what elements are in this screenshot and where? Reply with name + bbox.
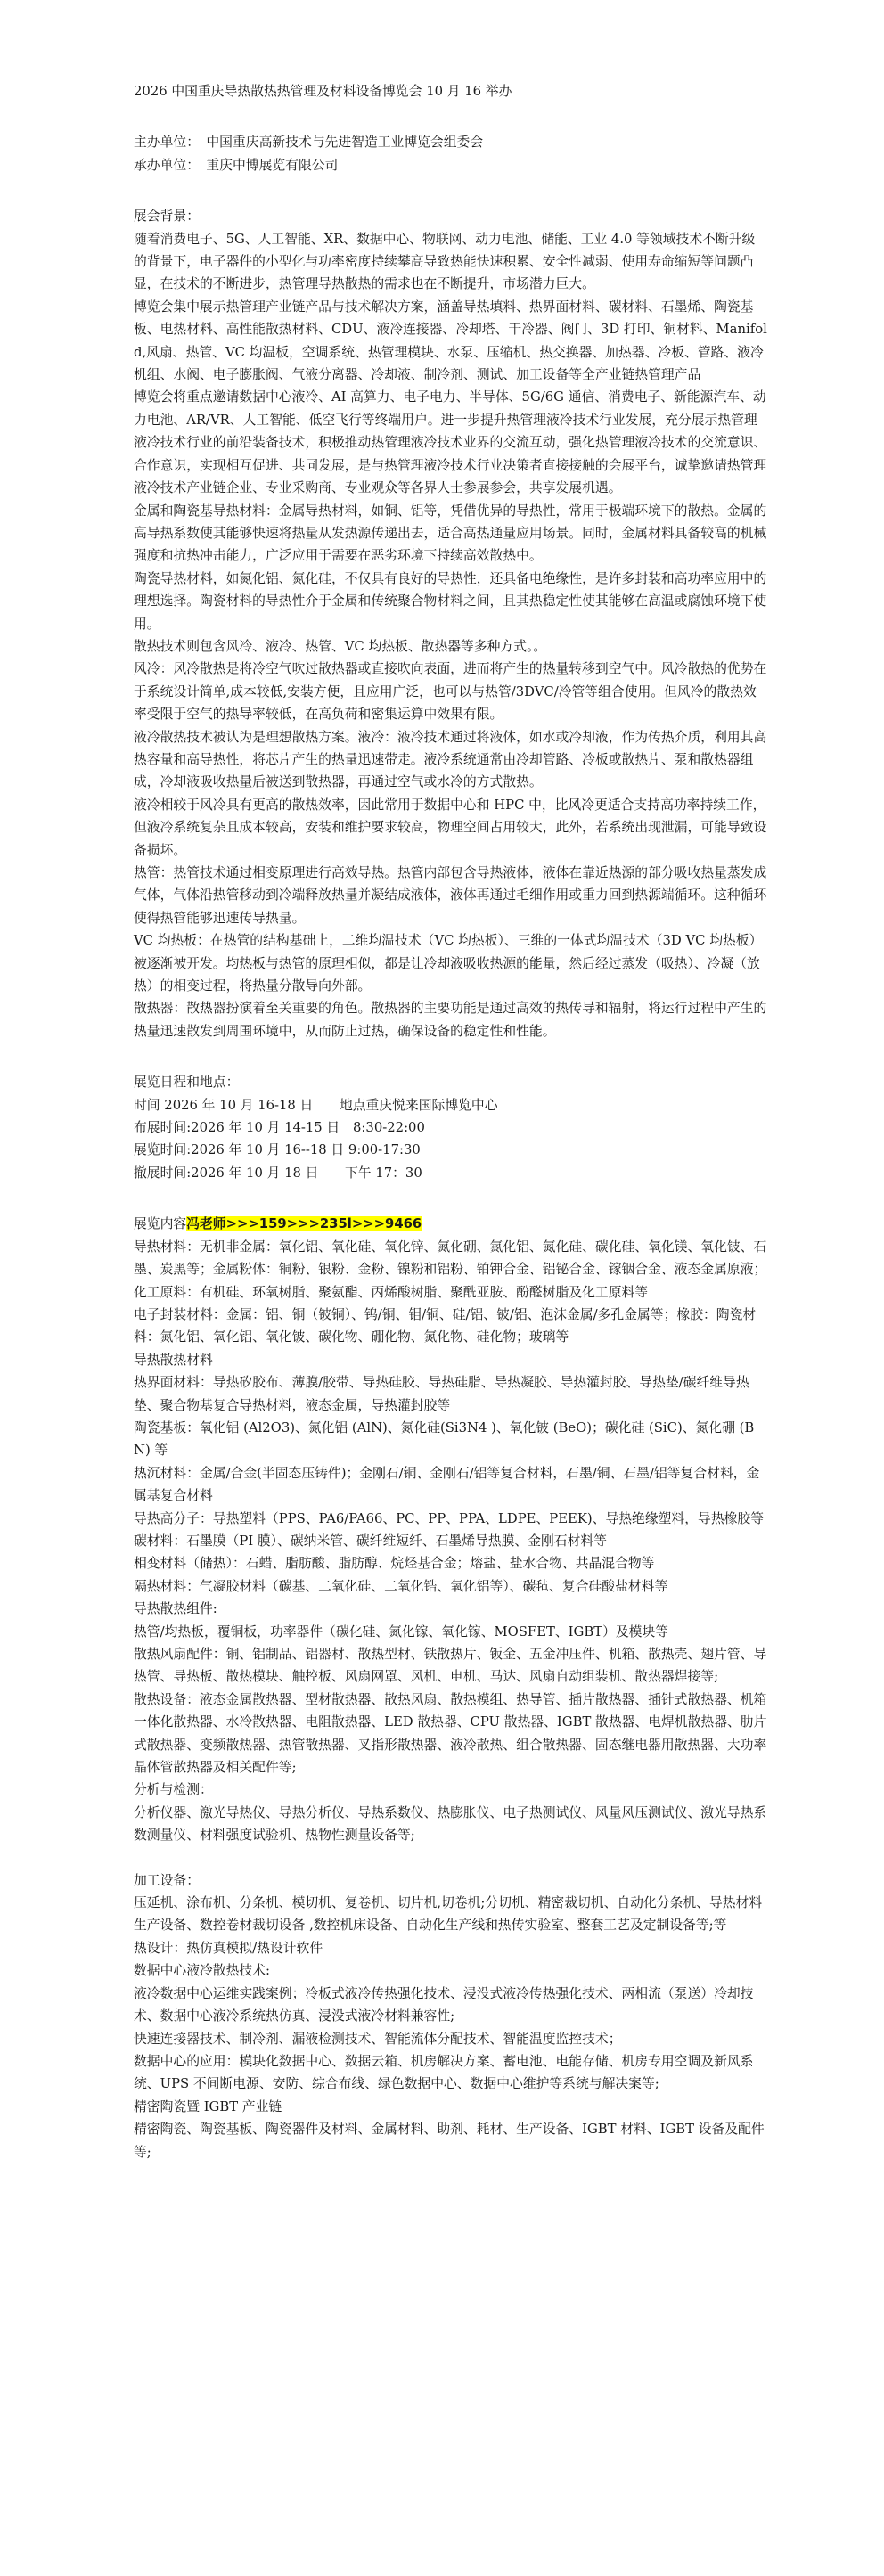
exhibit-line: 散热风扇配件：铜、铝制品、铝器材、散热型材、铁散热片、钣金、五金冲压件、机箱、散热壳、翅片管、导热管、导热板、散热模块、触控板、风扇网罩、风机、电机、马达、风扇自动组装机、散热器焊接等;: [134, 1647, 767, 1685]
exhibit-line: 分析仪器、激光导热仪、导热分析仪、导热系数仪、热膨胀仪、电子热测试仪、风量风压测试仪、激光导热系数测量仪、材料强度试验机、热物性测量设备等;: [134, 1804, 767, 1844]
background-paragraph: 金属和陶瓷基导热材料：金属导热材料，如铜、铝等，凭借优异的导热性，常用于极端环境下的散热。金属的高导热系数使其能够快速将热量从发热源传递出去，适合高热通量应用场景。同时，金属材料具备较高的机械强度和抗热冲击能力，广泛应用于需要在恶劣环境下持续高效散热中。: [134, 503, 767, 564]
background-paragraph: 博览会集中展示热管理产业链产品与技术解决方案，涵盖导热填料、热界面材料、碳材料、石墨烯、陶瓷基板、电热材料、高性能散热材料、CDU、液冷连接器、冷却塔、干冷器、阀门、3D 打印、铜材料、Manifold,风扇、热管、VC 均温板，空调系统、热管理模块、水泵、压缩机、热交换器、加热器、冷板、管路、液冷机组、水阀、电子膨胀阀、气液分离器、冷却液、制冷剂、测试、加工设备等全产业链热管理产品: [134, 298, 767, 383]
exhibit-line: 快速连接器技术、制冷剂、漏液检测技术、智能流体分配技术、智能温度监控技术；: [134, 2031, 622, 2047]
exhibit-line: 液冷数据中心运维实践案例；冷板式液冷传热强化技术、浸没式液冷传热强化技术、两相流（泵送）冷却技术、数据中心液冷系统热仿真、浸没式液冷材料兼容性;: [134, 1985, 754, 2024]
schedule-line: 时间 2026 年 10 月 16-18 日 地点重庆悦来国际博览中心: [134, 1097, 498, 1113]
organizer-line: 主办单位： 中国重庆高新技术与先进智造工业博览会组委会: [134, 135, 484, 151]
exhibit-line: 散热设备：液态金属散热器、型材散热器、散热风扇、散热模组、热导管、插片散热器、插针式散热器、机箱一体化散热器、水冷散热器、电阻散热器、LED 散热器、CPU 散热器、IGBT 散热器、电焊机散热器、肋片式散热器、变频散热器、热管散热器、叉指形散热器、液冷散热、组合散热器、固态继电器用散热器、大功率晶体管散热器及相关配件等;: [134, 1691, 767, 1776]
exhibit-line: 电子封装材料：金属：铝、铜（铍铜）、钨/铜、钼/铜、硅/铝、铍/铝、泡沫金属/多孔金属等；橡胶：陶瓷材料：氮化铝、氧化铝、氧化铍、碳化物、硼化物、氮化物、硅化物；玻璃等: [134, 1306, 757, 1345]
exhibit-line: 陶瓷基板：氧化铝 (Al2O3)、氮化铝 (AlN)、氮化硅(Si3N4 )、氧化铍 (BeO)；碳化硅 (SiC)、氮化硼 (BN) 等: [134, 1419, 755, 1459]
exhibit-line: 碳材料：石墨膜（PI 膜）、碳纳米管、碳纤维短纤、石墨烯导热膜、金刚石材料等: [134, 1533, 607, 1549]
document-title: 2026 中国重庆导热散热热管理及材料设备博览会 10 月 16 举办: [134, 84, 512, 99]
background-section: [134, 228, 768, 1043]
schedule-section: [134, 1094, 768, 1185]
contact-highlight: 冯老师>>>159>>>235l>>>9466: [186, 1216, 422, 1232]
background-paragraph: 热管：热管技术通过相变原理进行高效导热。热管内部包含导热液体，液体在靠近热源的部分吸收热量蒸发成气体，气体沿热管移动到冷端释放热量并凝结成液体，液体再通过毛细作用或重力回到热源端循环。这种循环使得热管能够迅速传导热量。: [134, 865, 767, 926]
background-heading: 展会背景：: [134, 209, 200, 225]
exhibit-line: 热沉材料：金属/合金(半固态压铸件)；金刚石/铜、金刚石/铝等复合材料，石墨/铜、石墨/铝等复合材料，金属基复合材料: [134, 1465, 760, 1504]
background-paragraph: VC 均热板：在热管的结构基础上，二维均温技术（VC 均热板）、三维的一体式均温技术（3D VC 均热板）被逐渐被开发。均热板与热管的原理相似，都是让冷却液吸收热源的能量，然后经过蒸发（吸热）、冷凝（放热）的相变过程，将热量分散导向外部。: [134, 933, 763, 994]
exhibit-line: 精密陶瓷暨 IGBT 产业链: [134, 2098, 282, 2114]
exhibit-line: 隔热材料：气凝胶材料（碳基、二氧化硅、二氧化锆、氧化铝等）、碳毡、复合硅酸盐材料等: [134, 1578, 668, 1594]
exhibit-line: 导热散热组件:: [134, 1601, 217, 1617]
schedule-line: 撤展时间:2026 年 10 月 18 日 下午 17：30: [134, 1165, 422, 1181]
exhibits-heading-line: [134, 1213, 768, 1235]
exhibit-line: 加工设备：: [134, 1872, 200, 1888]
background-paragraph: 陶瓷导热材料，如氮化铝、氮化硅，不仅具有良好的导热性，还具备电绝缘性，是许多封装和高功率应用中的理想选择。陶瓷材料的导热性介于金属和传统聚合物材料之间，且其热稳定性使其能够在高温或腐蚀环境下使用。: [134, 570, 767, 632]
background-paragraph: 随着消费电子、5G、人工智能、XR、数据中心、物联网、动力电池、储能、工业 4.0 等领域技术不断升级的背景下，电子器件的小型化与功率密度持续攀高导致热能快速积累、安全性减弱、使用寿命缩短等问题凸显，在技术的不断进步，热管理导热散热的需求也在不断提升，市场潜力巨大。: [134, 231, 756, 292]
exhibit-line: 相变材料（储热）：石蜡、脂肪酸、脂肪醇、烷烃基合金；熔盐、盐水合物、共晶混合物等: [134, 1556, 655, 1572]
background-paragraph: 液冷散热技术被认为是理想散热方案。液冷：液冷技术通过将液体，如水或冷却液，作为传热介质，利用其高热容量和高导热性，将芯片产生的热量迅速带走。液冷系统通常由冷却管路、冷板或散热片、泵和散热器组成，冷却液吸收热量后被送到散热器，再通过空气或水冷的方式散热。: [134, 729, 767, 790]
exhibit-line: 数据中心液冷散热技术:: [134, 1963, 270, 1979]
exhibit-line: 热界面材料：导热矽胶布、薄膜/胶带、导热硅胶、导热硅脂、导热凝胶、导热灌封胶、导热垫/碳纤维导热垫、聚合物基复合导热材料，液态金属，导热灌封胶等: [134, 1375, 749, 1413]
schedule-heading: 展览日程和地点：: [134, 1075, 240, 1091]
exhibit-line: 热管/均热板，覆铜板，功率器件（碳化硅、氮化镓、氧化镓、MOSFET、IGBT）及模块等: [134, 1623, 669, 1640]
schedule-line: 布展时间:2026 年 10 月 14-15 日 8:30-22:00: [134, 1120, 425, 1136]
background-paragraph: 散热技术则包含风冷、液冷、热管、VC 均热板、散热器等多种方式。。: [134, 638, 547, 654]
exhibit-line: 压延机、涂布机、分条机、模切机、复卷机、切片机,切卷机;分切机、精密裁切机、自动化分条机、导热材料生产设备、数控卷材裁切设备 ,数控机床设备、自动化生产线和热传实验室、整套工艺及定制设备等;等: [134, 1895, 763, 1934]
background-paragraph: 风冷：风冷散热是将冷空气吹过散热器或直接吹向表面，进而将产生的热量转移到空气中。风冷散热的优势在于系统设计简单,成本较低,安装方便，且应用广泛，也可以与热管/3DVC/冷管等组合使用。但风冷的散热效率受限于空气的热导率较低，在高负荷和密集运算中效果有限。: [134, 661, 767, 723]
exhibit-line: 热设计：热仿真模拟/热设计软件: [134, 1940, 323, 1956]
background-paragraph: 散热器：散热器扮演着至关重要的角色。散热器的主要功能是通过高效的热传导和辐射，将运行过程中产生的热量迅速散发到周围环境中，从而防止过热，确保设备的稳定性和性能。: [134, 1001, 767, 1039]
schedule-line: 展览时间:2026 年 10 月 16--18 日 9:00-17:30: [134, 1142, 421, 1158]
exhibit-line: 导热材料：无机非金属：氧化铝、氧化硅、氧化锌、氮化硼、氮化铝、氮化硅、碳化硅、氧化镁、氧化铍、石墨、炭黑等；金属粉体：铜粉、银粉、金粉、镍粉和铝粉、铂钾合金、铝铋合金、镓铟合金、液态金属原液；化工原料：有机硅、环氧树脂、聚氨酯、丙烯酸树脂、聚酰亚胺、酚醛树脂及化工原料等: [134, 1239, 767, 1300]
exhibit-line: 精密陶瓷、陶瓷基板、陶瓷器件及材料、金属材料、助剂、耗材、生产设备、IGBT 材料、IGBT 设备及配件等;: [134, 2122, 765, 2160]
exhibit-line: 导热散热材料: [134, 1352, 213, 1368]
exhibits-section: [134, 1236, 768, 2163]
undertaker-line: 承办单位： 重庆中博展览有限公司: [134, 157, 339, 173]
exhibit-line: 分析与检测：: [134, 1782, 213, 1798]
background-paragraph: 液冷相较于风冷具有更高的散热效率，因此常用于数据中心和 HPC 中，比风冷更适合支持高功率持续工作，但液冷系统复杂且成本较高，安装和维护要求较高，物理空间占用较大，此外，若系统出现泄漏，可能导致设备损坏。: [134, 797, 767, 858]
exhibit-line: 数据中心的应用：模块化数据中心、数据云箱、机房解决方案、蓄电池、电能存储、机房专用空调及新风系统、UPS 不间断电源、安防、综合布线、绿色数据中心、数据中心维护等系统与解决案等;: [134, 2053, 754, 2092]
exhibit-line: 导热高分子：导热塑料（PPS、PA6/PA66、PC、PP、PPA、LDPE、PEEK)、导热绝缘塑料，导热橡胶等: [134, 1510, 765, 1526]
exhibits-heading: 展览内容: [134, 1216, 187, 1232]
background-paragraph: 博览会将重点邀请数据中心液冷、AI 高算力、电子电力、半导体、5G/6G 通信、消费电子、新能源汽车、动力电池、AR/VR、人工智能、低空飞行等终端用户。进一步提升热管理液冷技术行业发展，充分展示热管理液冷技术行业的前沿装备技术，积极推动热管理液冷技术业界的交流互动，强化热管理液冷技术的交流意识、合作意识，实现相互促进、共同发展，是与热管理液冷技术行业决策者直接接触的会展平台，诚挚邀请热管理液冷技术产业链企业、专业采购商、专业观众等各界人士参展参会，共享发展机遇。: [134, 389, 767, 496]
